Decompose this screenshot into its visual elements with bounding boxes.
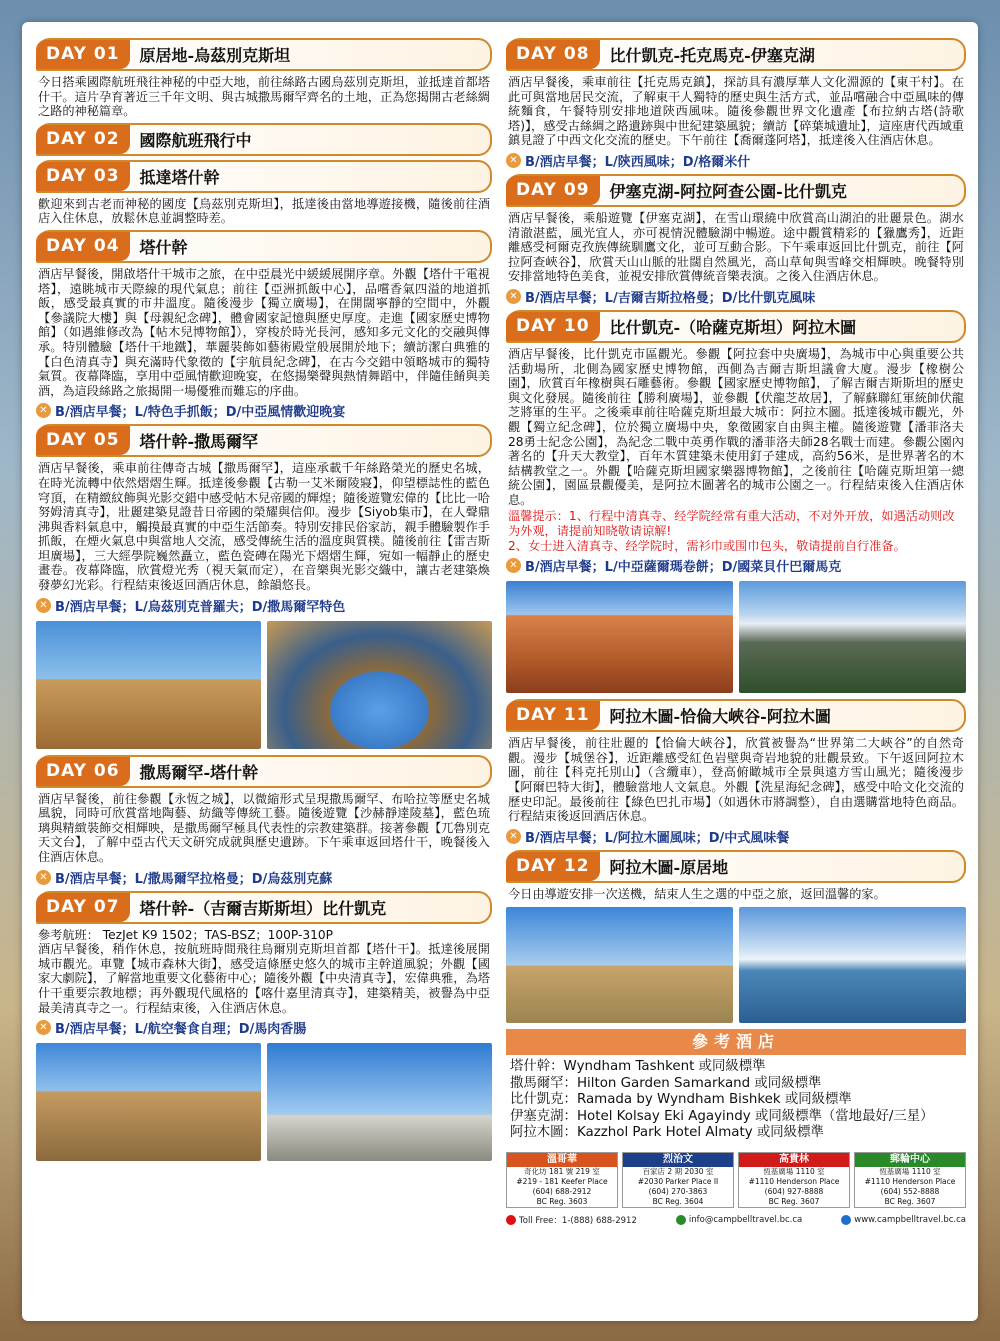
- day-description: 酒店早餐後，乘船遊覽【伊塞克湖】，在雪山環繞中欣賞高山湖泊的壯麗景色。湖水清澈湛藍，風光宜人，亦可視情況體驗湖中暢遊。途中觀賞精彩的【獵鷹秀】，近距離感受柯爾克孜族傳統馴鷹文化，並可互動合影。下午乘車返回比什凱克，前往【阿拉阿查峽谷】，欣賞天山山脈的壯闊自然風光，高山草甸與雪峰交相輝映。晚餐特別安排當地特色美食，並視安排欣賞傳統音樂表演。之後入住酒店休息。: [508, 210, 964, 284]
- day-description: 歡迎來到古老而神秘的國度【烏茲別克斯坦】，抵達後由當地導遊接機，隨後前往酒店入住休息，放鬆休息並調整時差。: [38, 196, 490, 226]
- meal-text: B/酒店早餐；L/阿拉木圖風味；D/中式風味餐: [525, 830, 790, 846]
- meal-icon: ✕: [36, 1020, 51, 1035]
- day-description: 酒店早餐後，比什凱克市區觀光。參觀【阿拉套中央廣場】，為城市中心與重要公共活動場所，北側為國家歷史博物館，西側為吉爾吉斯坦議會大廈。漫步【橡樹公園】，欣賞百年橡樹與石雕藝術。參觀【國家歷史博物館】，了解吉爾吉斯斯坦的歷史與文化發展。隨後前往【勝利廣場】，並參觀【伏龍芝故居】，了解蘇聯紅軍統帥伏龍芝將軍的生平。之後乘車前往哈薩克斯坦最大城市：阿拉木圖。抵達後城市觀光，外觀【獨立紀念碑】，位於獨立廣場中央，象徵國家自由與主權。隨後遊覽【潘菲洛夫28勇士紀念公園】，為紀念二戰中英勇作戰的潘菲洛夫師28名戰士而建。參觀公園內著名的【升天大教堂】，百年木質建築未使用釘子建成，高約56米，是世界著名的木結構教堂之一。外觀【哈薩克斯坦國家樂器博物館】，之後前往【哈薩克斯坦第一總統公園】，園區景觀優美，是阿拉木圖著名的城市公園之一。行程結束後入住酒店休息。: [508, 346, 964, 507]
- day-badge: DAY 11: [506, 701, 600, 730]
- mosque-photo: [36, 1043, 261, 1161]
- day-header: [506, 850, 966, 883]
- hotel-item: 撒馬爾罕：Hilton Garden Samarkand 或同級標準: [510, 1075, 822, 1091]
- meal-text: B/酒店早餐；L/吉爾吉斯拉格曼；D/比什凱克風味: [525, 290, 816, 306]
- office-phone[interactable]: (604) 688-2912: [532, 1186, 592, 1196]
- office-line: BC Reg. 3607: [884, 1196, 936, 1206]
- office-card: [506, 1152, 618, 1208]
- mountain-cable-car-photo: [739, 581, 966, 693]
- photo-row: [36, 1043, 492, 1161]
- day-badge: DAY 01: [36, 40, 130, 69]
- day-header: [36, 123, 492, 156]
- meal-line: [36, 596, 492, 615]
- meal-icon: ✕: [506, 153, 521, 168]
- hotels-heading: 參考酒店: [506, 1029, 966, 1055]
- day-header: [506, 699, 966, 732]
- email-contact[interactable]: [676, 1214, 802, 1226]
- meal-text: B/酒店早餐；L/特色手抓飯；D/中亞風情歡迎晚宴: [55, 405, 346, 421]
- photo-row: [506, 581, 966, 693]
- meal-text: B/酒店早餐；L/陝西風味；D/格爾米什: [525, 154, 751, 170]
- itinerary-page: [22, 22, 978, 1321]
- web-contact[interactable]: [841, 1214, 966, 1226]
- day-description: 酒店早餐後，乘車前往傳奇古城【撒馬爾罕】，這座承載千年絲路榮光的歷史名城，在時光流轉中依然熠熠生輝。抵達後參觀【古勒一艾米爾陵寢】，仰望標誌性的藍色穹頂，在精緻紋飾與光影交錯中感受帖木兒帝國的輝煌；隨後遊覽宏偉的【比比一哈努姆清真寺】，壯麗建築見證昔日帝國的榮耀與信仰。漫步【Siyob集市】，在人聲鼎沸與香料氣息中，觸摸最真實的中亞生活節奏。特別安排民俗家訪，親手體驗製作手抓飯，在煙火氣息中與當地人交流，感受傳統生活的溫度與質樸。隨後前往【雷吉斯坦廣場】，三大經學院巍然矗立，藍色瓷磚在陽光下熠熠生輝，宛如一幅靜止的歷史畫卷。夜幕降臨，欣賞燈光秀（視天氣而定），在音樂與光影交織中，讓古老建築煥發夢幻光彩。行程結束後返回酒店休息，餘韻悠長。: [38, 461, 490, 593]
- office-name: 烈治文: [623, 1153, 733, 1167]
- day-header: [36, 755, 492, 788]
- office-line: BC Reg. 3607: [768, 1196, 820, 1206]
- email-text: info@campbelltravel.bc.ca: [688, 1214, 803, 1225]
- canyon-photo: [506, 581, 733, 693]
- meal-line: [36, 401, 492, 420]
- day-title: 撒馬爾罕-塔什幹: [139, 762, 259, 782]
- day-title: 比什凱克-托克馬克-伊塞克湖: [609, 46, 815, 65]
- meal-text: B/酒店早餐；L/烏茲別克普羅夫；D/撒馬爾罕特色: [55, 599, 346, 615]
- samarkand-mausoleum-photo: [36, 621, 261, 749]
- office-card: [622, 1152, 734, 1208]
- day-badge: DAY 04: [36, 232, 130, 261]
- hotel-item: 阿拉木圖：Kazzhol Park Hotel Almaty 或同級標準: [510, 1125, 824, 1141]
- office-line: 奇化坊 181 號 219 室: [524, 1166, 600, 1176]
- reminder-note: 溫馨提示：1、行程中清真寺、经学院经常有重大活动，不对外开放，如遇活动则改为外观，请提前知晓敬请谅解! 2、女士进入清真寺、经学院时，需衫巾或围巾包头，敬请提前自行准备。: [508, 509, 955, 553]
- photo-row: [506, 907, 966, 1023]
- day-description: 酒店早餐後，前往壯麗的【恰倫大峽谷】，欣賞被譽為“世界第二大峽谷”的自然奇觀。漫步【城堡谷】，近距離感受紅色岩壁與奇岩地貌的壯觀景致。下午返回阿拉木圖，前往【科克托別山】（含纜車），登高俯瞰城市全景與遠方雪山風光；隨後漫步【阿爾巴特大街】，體驗當地人文氣息。外觀【洗星海紀念碑】，感受中哈文化交流的歷史印記。最後前往【綠色巴扎市場】（如遇休市將調整），自由選購當地特色商品。行程結束後返回酒店休息。: [508, 736, 964, 824]
- office-line: 恆基廣場 1110 室: [879, 1166, 941, 1176]
- day-title: 塔什幹-（吉爾吉斯斯坦）比什凱克: [139, 898, 387, 918]
- tollfree-contact[interactable]: [506, 1214, 637, 1226]
- office-line: #219 - 181 Keefer Place: [516, 1176, 608, 1186]
- meal-text: B/酒店早餐；L/中亞薩爾瑪卷餅；D/國菜貝什巴爾馬克: [525, 560, 842, 576]
- hotels-list: [510, 1059, 962, 1142]
- office-phone[interactable]: (604) 270-3863: [648, 1186, 708, 1196]
- day-header: [36, 38, 492, 71]
- day-description: 酒店早餐後，前往參觀【永恆之城】，以微縮形式呈現撒馬爾罕、布哈拉等歷史名城風貌，同時可欣賞當地陶藝、紡織等傳統工藝。隨後遊覽【沙赫靜達陵墓】，藍色琉璃與精緻裝飾交相輝映，是撒馬爾罕極具代表性的宗教建築群。接著參觀【兀魯別克天文台】，了解中亞古代天文研究成就與歷史遺跡。下午乘車返回塔什干，晚餐後入住酒店休息。: [38, 791, 490, 865]
- day-badge: DAY 06: [36, 757, 130, 786]
- office-phone[interactable]: (604) 927-8888: [764, 1186, 824, 1196]
- day-badge: DAY 10: [506, 312, 600, 341]
- day-badge: DAY 05: [36, 426, 130, 455]
- office-name: 高貴林: [739, 1153, 849, 1167]
- issyk-kul-lake-photo: [739, 907, 966, 1023]
- office-line: 恆基廣場 1110 室: [763, 1166, 825, 1176]
- day-header: [36, 230, 492, 263]
- day-header: [36, 424, 492, 457]
- right-column: [506, 34, 966, 1226]
- burana-tower-photo: [506, 907, 733, 1023]
- monument-photo: [267, 1043, 492, 1161]
- meal-icon: ✕: [506, 829, 521, 844]
- office-line: BC Reg. 3604: [652, 1196, 704, 1206]
- day-title: 塔什幹-撒馬爾罕: [139, 432, 259, 452]
- day-description: 今日搭乘國際航班飛往神秘的中亞大地，前往絲路古國烏茲別克斯坦，並抵達首都塔什干。這片孕育著近三千年文明、與古城撒馬爾罕齊名的土地，正為您揭開古老絲綢之路的神秘篇章。: [38, 75, 490, 119]
- day-title: 阿拉木圖-原居地: [609, 857, 729, 877]
- day-description: 參考航班： TezJet K9 1502；TAS-BSZ；100P-310P 酒店早餐後，稍作休息，按航班時間飛往烏爾別克斯坦首都【塔什干】。抵達後展開城市觀光。車覽【城市森林大街】，感受這條歷史悠久的城市主幹道風貌；外觀【國家大劇院】，了解當地重要文化藝術中心；隨後外觀【中央清真寺】，宏偉典雅，為塔什干重要宗教地標；再外觀現代風格的【喀什嘉里清真寺】，建築精美，被譽為中亞最美清真寺之一。行程結束後，入住酒店休息。: [38, 927, 490, 1015]
- meal-icon: ✕: [506, 289, 521, 304]
- office-list: [506, 1152, 966, 1208]
- phone-icon: [506, 1215, 516, 1225]
- office-line: #2030 Parker Place II: [637, 1176, 719, 1186]
- meal-line: [506, 827, 966, 846]
- day-badge: DAY 08: [506, 40, 600, 69]
- office-line: BC Reg. 3603: [536, 1196, 588, 1206]
- meal-icon: ✕: [36, 598, 51, 613]
- day-title: 國際航班飛行中: [139, 130, 252, 150]
- hotel-item: 塔什幹：Wyndham Tashkent 或同級標準: [510, 1059, 766, 1075]
- registan-arch-photo: [267, 621, 492, 749]
- left-column: [36, 34, 492, 1167]
- meal-line: [506, 151, 966, 170]
- meal-icon: ✕: [506, 558, 521, 573]
- day-title: 阿拉木圖-恰倫大峽谷-阿拉木圖: [609, 707, 831, 727]
- day-badge: DAY 12: [506, 852, 600, 881]
- day-header: [506, 310, 966, 343]
- day-badge: DAY 07: [36, 893, 130, 922]
- office-card: [738, 1152, 850, 1208]
- office-name: 郵輪中心: [855, 1153, 965, 1167]
- day-header: [36, 891, 492, 924]
- hotel-item: 伊塞克湖：Hotel Kolsay Eki Agayindy 或同級標準（當地最好/三星）: [510, 1108, 934, 1124]
- day-description: 酒店早餐後，乘車前往【托克馬克鎮】，探訪具有濃厚華人文化淵源的【東干村】。在此可與當地居民交流，了解東干人獨特的歷史與生活方式，並品嚐融合中亞風味的傳統麵食，午餐特別安排地道陝西風味。隨後參觀世界文化遺產【布拉納古塔(詩歌塔)】，感受古絲綢之路遺跡與中世紀建築風貌；續訪【碎葉城遺址】，這座唐代西域重鎮見證了中西文化交流的歷史。下午前往【喬爾蓬阿塔】，抵達後入住酒店休息。: [508, 75, 964, 148]
- office-card: [854, 1152, 966, 1208]
- office-phone[interactable]: (604) 552-8888: [880, 1186, 940, 1196]
- day-description: 今日由導遊安排一次送機，結束人生之選的中亞之旅，返回溫馨的家。: [508, 886, 886, 901]
- meal-text: B/酒店早餐；L/撒馬爾罕拉格曼；D/烏茲別克蘇: [55, 871, 333, 887]
- day-title: 塔什幹: [139, 237, 188, 257]
- meal-icon: ✕: [36, 870, 51, 885]
- email-icon: [676, 1215, 686, 1225]
- day-header: [36, 160, 492, 193]
- meal-line: [506, 287, 966, 306]
- office-name: 溫哥華: [507, 1153, 617, 1167]
- office-line: #1110 Henderson Place: [864, 1176, 956, 1186]
- meal-line: [506, 556, 966, 575]
- meal-line: [36, 868, 492, 887]
- meal-icon: ✕: [36, 403, 51, 418]
- day-title: 原居地-烏茲別克斯坦: [139, 46, 291, 65]
- web-text: www.campbelltravel.bc.ca: [854, 1214, 966, 1225]
- office-line: 百家店 2 期 2030 室: [642, 1166, 714, 1176]
- day-header: [506, 38, 966, 71]
- meal-line: [36, 1018, 492, 1037]
- tollfree-text: Toll Free：1-(888) 688-2912: [519, 1215, 637, 1226]
- photo-row: [36, 621, 492, 749]
- globe-icon: [841, 1215, 851, 1225]
- day-badge: DAY 09: [506, 176, 600, 205]
- day-title: 伊塞克湖-阿拉阿查公園-比什凱克: [609, 181, 847, 201]
- meal-text: B/酒店早餐；L/航空餐食自理；D/馬肉香腸: [55, 1022, 307, 1038]
- day-badge: DAY 03: [36, 162, 130, 191]
- day-description: 酒店早餐後，開啟塔什干城市之旅，在中亞晨光中緩緩展開序章。外觀【塔什干電視塔】，遠眺城市天際線的現代氣息；前往【亞洲抓飯中心】，品嚐香氣四溢的地道抓飯，感受最真實的市井溫度。隨後漫步【獨立廣場】，在開闊寧靜的空間中，外觀【參議院大樓】與【母親紀念碑】，體會國家記憶與歷史厚度。走進【國家歷史博物館】（如遇維修改為【帖木兒博物館】），穿梭於時光長河，感知多元文化的交融與傳承。特別體驗【塔什干地鐵】，華麗裝飾如藝術殿堂般展開於地下；續訪潔白典雅的【白色清真寺】與充滿時代象徵的【宇航員紀念碑】，在古今交錯中領略城市的獨特氣質。夜幕降臨，享用中亞風情歡迎晚宴，在悠揚樂聲與熱情舞蹈中，伴隨佳餚與美酒，為這段絲路之旅揭開一場優雅而難忘的序曲。: [38, 266, 490, 398]
- day-title: 比什凱克-（哈薩克斯坦）阿拉木圖: [609, 317, 857, 337]
- day-badge: DAY 02: [36, 125, 130, 154]
- hotel-item: 比什凱克：Ramada by Wyndham Bishkek 或同級標準: [510, 1092, 852, 1108]
- office-line: #1110 Henderson Place: [748, 1176, 840, 1186]
- day-title: 抵達塔什幹: [139, 167, 220, 187]
- contact-footer: [506, 1214, 966, 1226]
- day-header: [506, 174, 966, 207]
